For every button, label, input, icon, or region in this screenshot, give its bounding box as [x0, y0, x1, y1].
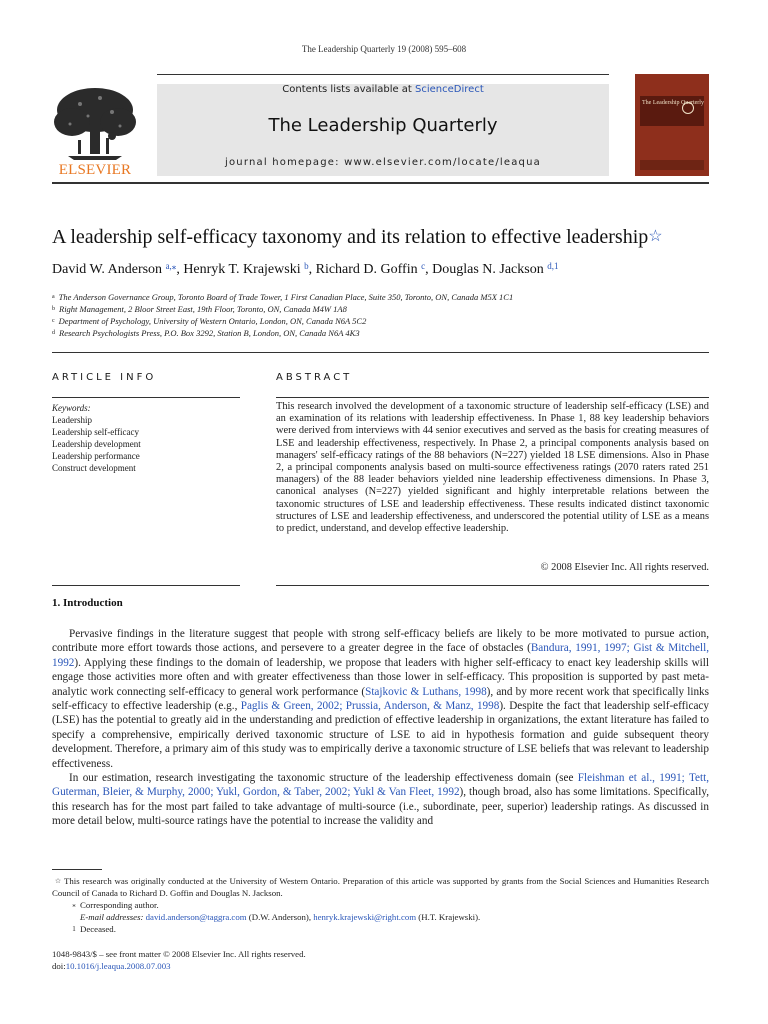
affiliation-item: $^d$ Research Psychologists Press, P.O. Box 3292, Station B, London, ON, Canada N6A 4K3 [52, 328, 360, 338]
email-label: E-mail addresses: [80, 912, 144, 922]
citation-link[interactable]: Paglis & Green, 2002; Prussia, Anderson, & Manz, 1998 [240, 700, 500, 713]
abstract-heading: ABSTRACT [276, 372, 353, 383]
affiliation-item: $^c$ Department of Psychology, University of Western Ontario, London, ON, Canada N6A 5C2 [52, 316, 367, 326]
paragraph: Pervasive findings in the literature suggest that people with strong self-efficacy beliefs are likely to be more motivated to pursue action, contribute more effort towards those actions, and persevere to a greater degree in the face of obstacles (Bandura, 1991, 1997; Gist & Mitchell, 1992). Applying these findings to the domain of leadership, we propose that leaders with higher self-efficacy to enact key leadership skills will engage those activities more often and with greater effectiveness than those lower in self-efficacy. This proposition is supported by past meta-analytic work connecting self-efficacy to general work performance (Stajkovic & Luthans, 1998), and by more recent work that specifically links self-efficacy to effective leadership (e.g., Paglis & Green, 2002; Prussia, Anderson, & Manz, 1998). Despite the fact that leadership self-efficacy (LSE) has the potential to greatly aid in the understanding and prediction of effective leadership in organizations, the extant literature has failed to specify a comprehensive, empirically derived taxonomic structure of LSE to aid in hypothesis formation and guide subsequent theory development. Therefore, a primary aim of this study was to empirically derive a taxonomic structure of LSE beliefs that was relevant to leadership effectiveness. [52, 628, 709, 770]
journal-homepage[interactable]: journal homepage: www.elsevier.com/locate/leaqua [225, 157, 541, 168]
author-affiliation-marker[interactable]: a,⁎ [165, 261, 177, 271]
article-info-heading: ARTICLE INFO [52, 372, 157, 383]
article-title [52, 226, 732, 249]
footnote-item: ☆ This research was originally conducted at the University of Western Ontario. Preparation of this article was supported by grants from the Social Sciences and Humanities Research Council of Canada to Richard D. Goffin and Douglas N. Jackson. [52, 876, 709, 898]
author-affiliation-marker[interactable]: c [421, 261, 426, 271]
footnote-item: ⁎ Corresponding author. [52, 899, 709, 911]
keywords-block [52, 402, 252, 474]
sciencedirect-link[interactable]: ScienceDirect [415, 84, 484, 95]
abstract-text: This research involved the development of a taxonomic structure of leadership self-efficacy (LSE) and an examination of its relations with leadership effectiveness. In Phase 1, 88 key leadership behaviors were derived from interviews with 44 senior executives and served as the basis for creating measures of LSE and leadership effectiveness, respectively. In Phase 2, a principal components analysis based on managers' self-efficacy ratings of the 88 behaviors (N=227) yielded 18 LSE dimensions. Also in Phase 2, a principal components analysis based on multi-source effectiveness ratings (2070 raters rated 251 managers) of the 88 leader behaviors yielded nine leadership effectiveness dimensions. In Phase 3, canonical analyses (N=227) yielded significant and highly interpretable relations between the taxonomic structures of LSE and leadership effectiveness. These results indicated distinct taxonomic structures of LSE and leadership effectiveness, and underscored the potential utility of LSE as a means to predict, understand, and develop effective leadership. [276, 401, 709, 535]
article-title-text: A leadership self-efficacy taxonomy and its relation to effective leadership [52, 226, 649, 248]
publisher-name: ELSEVIER [58, 162, 132, 178]
doi-line: doi:10.1016/j.leaqua.2008.07.003 [52, 961, 171, 971]
citation-link[interactable]: Bandura, 1991, 1997; Gist & Mitchell, 1992 [52, 642, 709, 669]
author-name[interactable]: David W. Anderson [52, 262, 163, 277]
copyright-line: © 2008 Elsevier Inc. All rights reserved. [540, 562, 709, 573]
author-name[interactable]: Douglas N. Jackson [432, 262, 544, 277]
author-name[interactable]: Richard D. Goffin [315, 262, 418, 277]
cover-title: The Leadership Quarterly [642, 100, 704, 106]
divider [52, 397, 240, 398]
contents-prefix: Contents lists available at [282, 84, 416, 95]
footnote-item: 1 Deceased. [52, 923, 709, 935]
divider [52, 585, 240, 586]
divider [276, 585, 709, 586]
journal-title: The Leadership Quarterly [268, 115, 498, 136]
keyword-item: Leadership development [52, 439, 141, 449]
header-rule [157, 74, 609, 75]
email-link[interactable]: david.anderson@taggra.com [145, 912, 247, 922]
affiliation-item: $^b$ Right Management, 2 Bloor Street East, 19th Floor, Toronto, ON, Canada M4W 1A8 [52, 304, 347, 314]
corresponding-marker: ⁎ [72, 901, 76, 909]
paragraph: In our estimation, research investigating the taxonomic structure of the leadership effectiveness domain (see Fleishman et al., 1991; Tett, Guterman, Bleier, & Murphy, 2000; Yukl, Gordon, & Taber, 2002; Yukl & Van Fleet, 1992), though broad, also has some limitations. Specifically, this research has for the most part failed to take advantage of multi-source (i.e., subordinate, peer, superior) leadership ratings. As discussed in more detail below, multi-source ratings have the potential to increase the validity and [52, 772, 709, 828]
footnote-star-icon: ☆ [54, 877, 62, 885]
masthead-rule [52, 182, 709, 184]
doi-link[interactable]: 10.1016/j.leaqua.2008.07.003 [65, 961, 171, 971]
issn-line: 1048-9843/$ – see front matter © 2008 Elsevier Inc. All rights reserved. [52, 949, 306, 959]
deceased-marker: 1 [72, 925, 76, 933]
keyword-item: Leadership performance [52, 451, 140, 461]
keyword-item: Leadership [52, 415, 92, 425]
author-name[interactable]: Henryk T. Krajewski [183, 262, 301, 277]
divider [52, 352, 709, 353]
affiliations [52, 291, 732, 339]
footnote-item: E-mail addresses: david.anderson@taggra.com (D.W. Anderson), henryk.krajewski@right.com (H.T. Krajewski). [80, 912, 481, 922]
divider [276, 397, 709, 398]
footnote-rule [52, 869, 102, 870]
contents-line [157, 84, 609, 95]
body-text [52, 627, 709, 829]
keywords-label: Keywords: [52, 403, 91, 413]
front-matter [52, 948, 552, 972]
cover-badge-icon [682, 102, 694, 114]
author-affiliation-marker[interactable]: b [304, 261, 309, 271]
email-link[interactable]: henryk.krajewski@right.com [313, 912, 417, 922]
citation-link[interactable]: Stajkovic & Luthans, 1998 [365, 685, 487, 698]
title-footnote-star-icon[interactable]: ☆ [648, 228, 663, 245]
section-heading: 1. Introduction [52, 597, 123, 609]
author-list: David W. Anderson $^{a,⁎}$, Henryk T. Krajewski $^b$, Richard D. Goffin $^c$, Douglas N. Jackson $^{d,1}$ [52, 261, 559, 277]
citation-link[interactable]: Fleishman et al., 1991; Tett, Guterman, Bleier, & Murphy, 2000; Yukl, Gordon, & Taber, 2002; Yukl & Van Fleet, 1992 [52, 772, 709, 799]
author-affiliation-marker[interactable]: d,1 [547, 261, 559, 271]
keyword-item: Construct development [52, 463, 136, 473]
affiliation-item: $^a$ The Anderson Governance Group, Toronto Board of Trade Tower, 1 First Canadian Place, Suite 350, Toronto, ON, Canada M5X 1C1 [52, 292, 514, 302]
footnotes [52, 875, 709, 935]
cover-swoosh [640, 160, 704, 170]
keyword-item: Leadership self-efficacy [52, 427, 140, 437]
journal-reference: The Leadership Quarterly 19 (2008) 595–608 [301, 44, 467, 54]
